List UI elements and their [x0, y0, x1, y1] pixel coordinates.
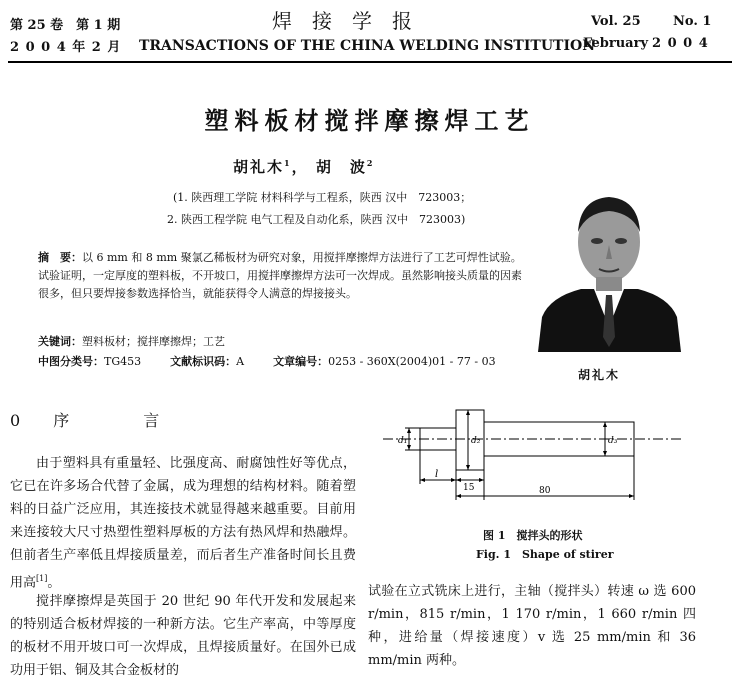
- abstract: [38, 249, 522, 303]
- author-separator: ，: [291, 158, 309, 176]
- header-journal-cn: 焊 接 学 报: [272, 9, 412, 33]
- abstract-label: 摘 要：: [38, 251, 82, 264]
- paper-title: 塑料板材搅拌摩擦焊工艺: [204, 106, 535, 135]
- keywords-text: 塑料板材；搅拌摩擦焊；工艺: [82, 335, 225, 348]
- figure-caption-cn: 图 1 搅拌头的形状: [483, 529, 583, 542]
- citation-ref: [1]: [36, 574, 48, 583]
- classification-line: [38, 353, 496, 369]
- label-d1: d₁: [398, 436, 408, 446]
- header-journal-en: TRANSACTIONS OF THE CHINA WELDING INSTITUTION: [139, 38, 595, 54]
- label-80: 80: [539, 486, 551, 496]
- author-1-affiliation: 1: [284, 158, 292, 168]
- affiliation-2: 2. 陕西工程学院 电气工程及自动化系，陕西 汉中 723003): [167, 213, 466, 226]
- clc-label: 中图分类号：: [38, 355, 104, 368]
- photo-caption: 胡礼木: [578, 368, 621, 382]
- figure-caption-en: Fig. 1 Shape of stirer: [476, 548, 614, 561]
- keywords-label: 关键词：: [38, 335, 82, 348]
- author-photo: [536, 177, 683, 352]
- section-heading: [10, 408, 173, 431]
- header-volume-en: Vol. 25: [591, 14, 641, 29]
- label-l: l: [435, 469, 439, 480]
- keywords: [38, 333, 225, 349]
- label-d2: d₂: [471, 436, 481, 446]
- header-date-cn: 2 0 0 4 年 2 月: [10, 40, 122, 55]
- header-month-en: February: [583, 36, 649, 51]
- intro-paragraph-1-text: 由于塑料具有重量轻、比强度高、耐腐蚀性好等优点，它已在许多场合代替了金属，成为理想的结构材料。随着塑料的日益广泛应用，其连接技术就显得越来越重要。目前用来连接较大尺寸热塑性塑料厚板的方法有热风焊和热融焊。但前者生产率低且焊接质量差，而后者生产准备时间长且费用高: [10, 456, 356, 591]
- clc-value: TG453: [104, 355, 142, 368]
- article-number-label: 文章编号：: [273, 355, 329, 368]
- doc-code-value: A: [236, 355, 245, 368]
- figure-stirrer-drawing: [383, 402, 683, 506]
- header-number-en: No. 1: [673, 14, 712, 29]
- section-title: 序 言: [53, 411, 174, 430]
- stirrer-diagram: [383, 402, 683, 506]
- label-15: 15: [463, 483, 475, 493]
- abstract-text: 以 6 mm 和 8 mm 聚氯乙稀板材为研究对象，用搅拌摩擦焊方法进行了工艺可焊性试验。试验证明，一定厚度的塑料板，不开坡口，用搅拌摩擦焊方法可一次焊成。虽然影响接头质量的因素很多，但只要焊接参数选择恰当，就能获得令人满意的焊接接头。: [38, 251, 522, 300]
- author-2-affiliation: 2: [366, 158, 375, 168]
- affiliation-1: (1. 陕西理工学院 材料科学与工程系，陕西 汉中 723003；: [173, 191, 472, 204]
- header-volume-cn: 第 25 卷 第 1 期: [10, 18, 121, 33]
- author-1: 胡礼木: [233, 158, 285, 176]
- experiment-paragraph: 试验在立式铣床上进行，主轴（搅拌头）转速 ω 选 600 r/min，815 r/min，1 170 r/min，1 660 r/min 四种，进给量（焊接速度）v 选 25 mm/min 和 36 mm/min 两种。: [368, 584, 696, 668]
- intro-paragraph-2: 搅拌摩擦焊是英国于 20 世纪 90 年代开发和发展起来的特别适合板材焊接的一种新方法。它生产率高，中等厚度的板材不用开坡口可一次焊成，且焊接质量好。在国外已成功用于铝、铜及其合金板材的: [10, 594, 356, 678]
- portrait-image: [536, 177, 683, 352]
- label-d3: d₃: [608, 436, 618, 446]
- header-year-en: 2 0 0 4: [652, 36, 709, 51]
- author-2: 胡 波: [315, 158, 367, 176]
- header-rule: [8, 61, 732, 63]
- intro-paragraph-1: 由于塑料具有重量轻、比强度高、耐腐蚀性好等优点，它已在许多场合代替了金属，成为理想的结构材料。随着塑料的日益广泛应用，其连接技术就显得越来越重要。目前用来连接较大尺寸热塑性塑料厚板的方法有热风焊和热融焊。但前者生产率低且焊接质量差，而后者生产准备时间长且费用高[1]。: [10, 456, 356, 591]
- author-line: [233, 156, 374, 177]
- article-number-value: 0253 - 360X(2004)01 - 77 - 03: [328, 355, 496, 368]
- doc-code-label: 文献标识码：: [170, 355, 237, 368]
- section-number: 0: [10, 411, 35, 430]
